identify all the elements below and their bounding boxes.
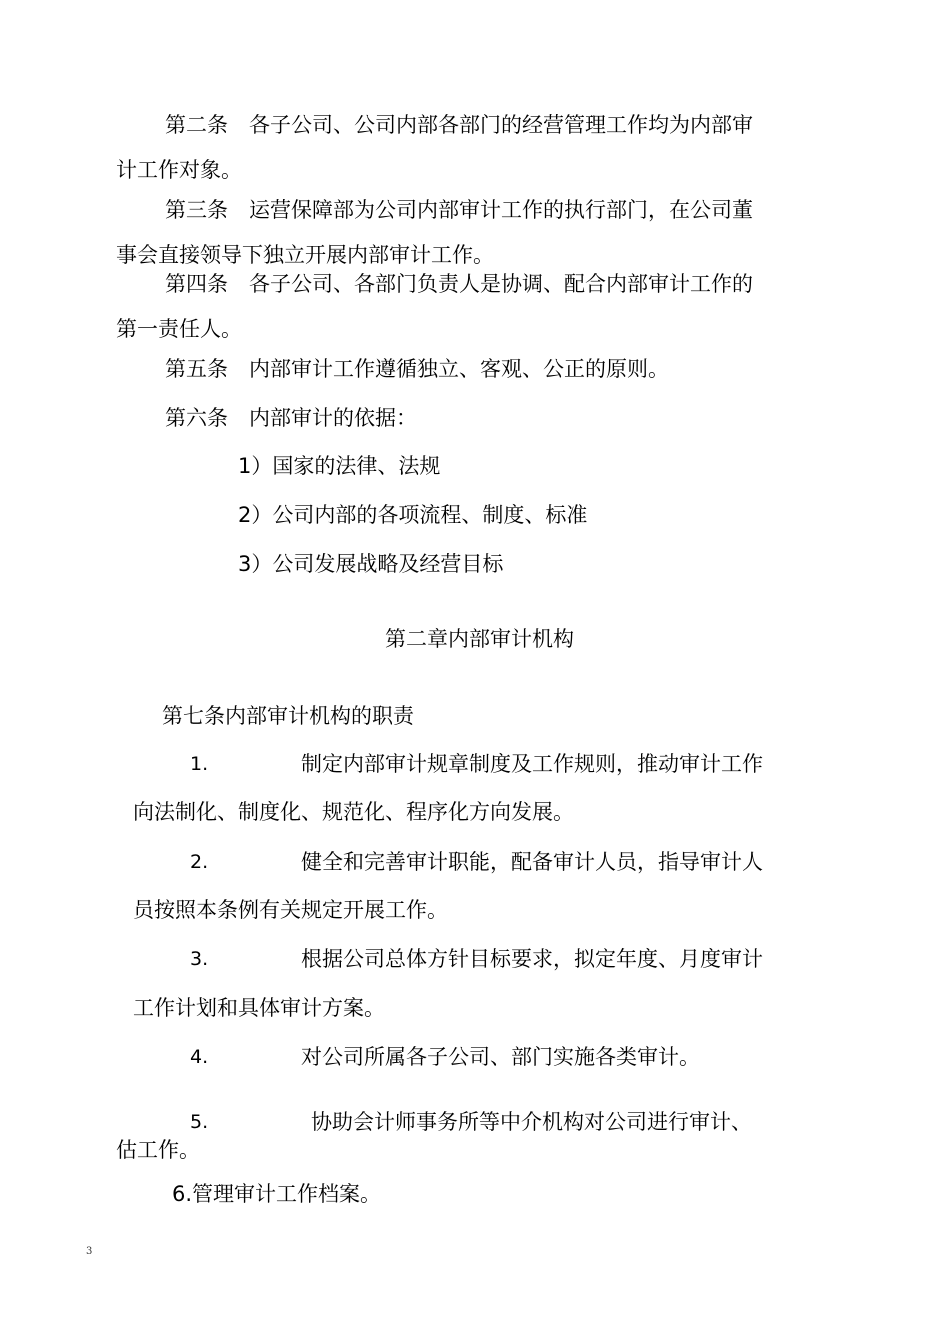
article-3-line-2: 事会直接领导下独立开展内部审计工作。 bbox=[116, 243, 494, 267]
article-6-item-3: 3）公司发展战略及经营目标 bbox=[238, 552, 504, 576]
article-2-line-1: 第二条 各子公司、公司内部各部门的经营管理工作均为内部审 bbox=[165, 113, 753, 137]
duty-2-number: 2. bbox=[190, 851, 209, 873]
duty-3-number: 3. bbox=[190, 948, 209, 970]
duty-3-line-2: 工作计划和具体审计方案。 bbox=[133, 996, 385, 1020]
duty-1-line-1: 制定内部审计规章制度及工作规则，推动审计工作 bbox=[301, 752, 763, 776]
duty-4-line-1: 对公司所属各子公司、部门实施各类审计。 bbox=[301, 1045, 700, 1069]
duty-3-line-1: 根据公司总体方针目标要求，拟定年度、月度审计 bbox=[301, 947, 763, 971]
article-4-line-1: 第四条 各子公司、各部门负责人是协调、配合内部审计工作的 bbox=[165, 272, 753, 296]
duty-4-number: 4. bbox=[190, 1046, 209, 1068]
article-6-item-2: 2）公司内部的各项流程、制度、标准 bbox=[238, 503, 588, 527]
duty-2-line-2: 员按照本条例有关规定开展工作。 bbox=[133, 898, 448, 922]
duty-1-number: 1. bbox=[190, 753, 209, 775]
article-7-heading: 第七条内部审计机构的职责 bbox=[162, 704, 414, 728]
duty-1-line-2: 向法制化、制度化、规范化、程序化方向发展。 bbox=[133, 800, 574, 824]
duty-5-line-1: 协助会计师事务所等中介机构对公司进行审计、 bbox=[311, 1110, 752, 1134]
article-2-line-2: 计工作对象。 bbox=[116, 158, 242, 182]
article-5-line-1: 第五条 内部审计工作遵循独立、客观、公正的原则。 bbox=[165, 357, 669, 381]
article-6-line-1: 第六条 内部审计的依据： bbox=[165, 406, 417, 430]
page-number: 3 bbox=[86, 1246, 93, 1257]
duty-5-line-2: 估工作。 bbox=[116, 1138, 200, 1162]
duty-5-number: 5. bbox=[190, 1111, 209, 1133]
article-6-item-1: 1）国家的法律、法规 bbox=[238, 454, 441, 478]
chapter-2-title: 第二章内部审计机构 bbox=[385, 627, 574, 651]
duty-6-line: 6.管理审计工作档案。 bbox=[172, 1182, 382, 1206]
duty-2-line-1: 健全和完善审计职能，配备审计人员，指导审计人 bbox=[301, 850, 763, 874]
article-4-line-2: 第一责任人。 bbox=[116, 317, 242, 341]
article-3-line-1: 第三条 运营保障部为公司内部审计工作的执行部门，在公司董 bbox=[165, 198, 753, 222]
